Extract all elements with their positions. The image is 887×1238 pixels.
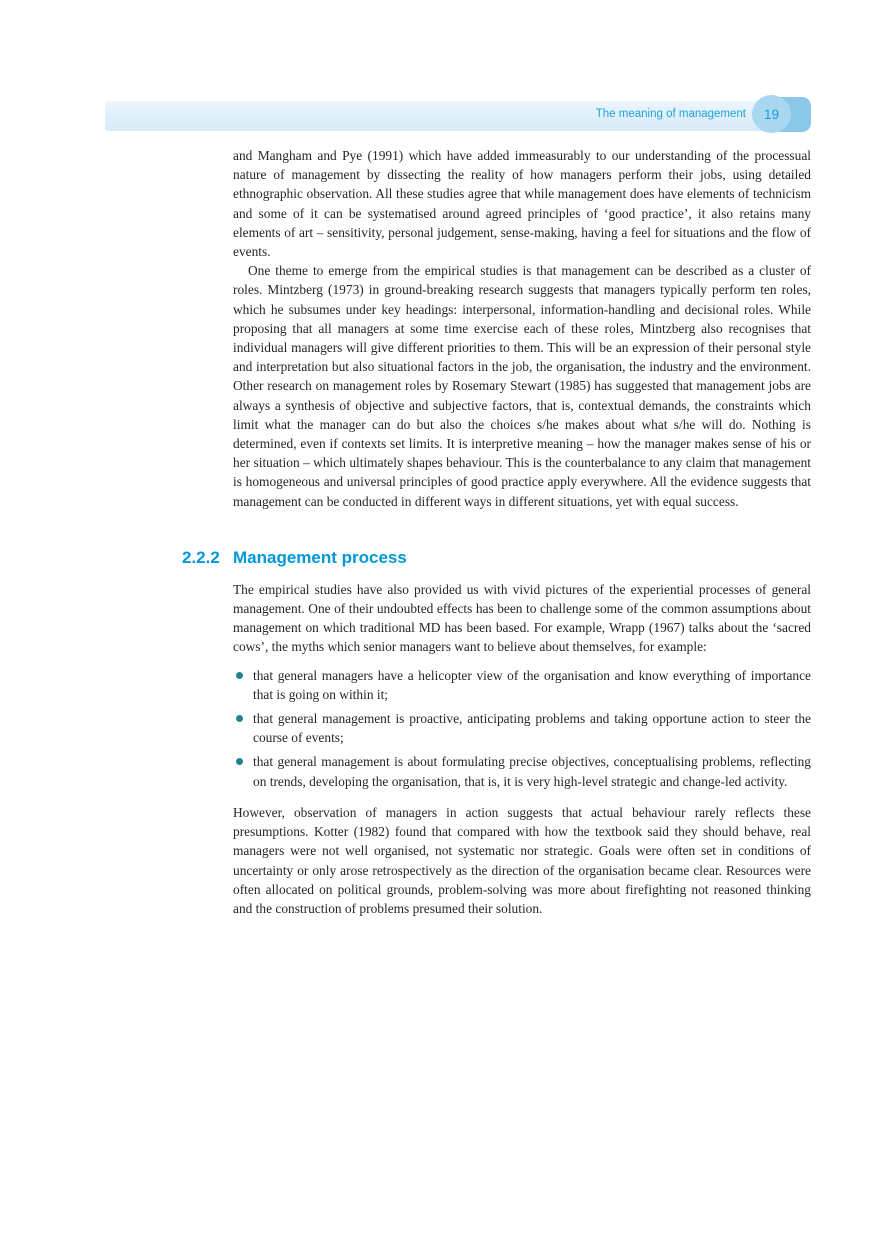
paragraph: One theme to emerge from the empirical studies is that management can be described as a cluster of roles. Mintzberg (1973) in ground-breaking research suggests that managers typically perform ten roles, which he subsumes under key headings: interpersonal, information-handling and decisional roles. While proposing that all managers at some time exercise each of these roles, Mintzberg also recognises that individual managers will give different priorities to them. This will be an expression of their personal style and interpretation but also situational factors in the job, the organisation, the industry and the environment. Other research on management roles by Rosemary Stewart (1985) has suggested that management jobs are always a synthesis of objective and subjective factors, that is, contextual demands, the constraints which limit what the manager can do but also the choices s/he makes about what s/he will do. Nothing is determined, even if contexts set limits. It is interpretive meaning – how the manager makes sense of his or her situation – which ultimately shapes behaviour. This is the counterbalance to any claim that management is homogeneous and universal principles of good practice apply everywhere. All the evidence suggests that management can be conducted in different ways in different situations, yet with equal success. — [233, 263, 811, 509]
bullet-text: that general management is proactive, anticipating problems and taking opportune action to steer the course of events; — [253, 711, 811, 746]
section-number: 2.2.2 — [182, 547, 220, 567]
section-title: Management process — [233, 547, 407, 567]
bullet-icon — [236, 715, 243, 722]
bullet-icon — [236, 758, 243, 765]
running-title: The meaning of management — [595, 108, 746, 120]
paragraph: and Mangham and Pye (1991) which have added immeasurably to our understanding of the processual nature of management by dissecting the reality of how managers perform their jobs, using detailed ethnographic observation. All these studies agree that while management does have elements of technicism and some of it can be systematised around agreed principles of ‘good practice’, it also retains many elements of art – sensitivity, personal judgement, sense-making, having a feel for situations and the flow of events. — [233, 148, 811, 260]
list-item — [233, 709, 811, 747]
section-heading — [182, 547, 811, 568]
paragraph: The empirical studies have also provided us with vivid pictures of the experiential processes of general management. One of their undoubted effects has been to challenge some of the common assumptions about management on which traditional MD has been based. For example, Wrapp (1967) talks about the ‘sacred cows’, the myths which senior managers want to believe about themselves, for example: — [233, 581, 811, 655]
page-number-badge — [752, 95, 791, 133]
bullet-text: that general managers have a helicopter view of the organisation and know everything of importance that is going on within it; — [253, 667, 811, 702]
paragraph: However, observation of managers in action suggests that actual behaviour rarely reflects these presumptions. Kotter (1982) found that compared with how the textbook said they should behave, real managers were not well organised, not systematic nor strategic. Goals were often set in conditions of uncertainty or only arose retrospectively as the direction of the organisation became clear. Resources were often allocated on political grounds, problem-solving was more about firefighting not reasoned thinking and the construction of problems presumed their solution. — [233, 804, 811, 916]
body-column — [182, 146, 811, 918]
bullet-icon — [236, 672, 243, 679]
list-item — [233, 752, 811, 790]
list-item — [233, 666, 811, 704]
bullet-text: that general management is about formulating precise objectives, conceptualising problems, reflecting on trends, developing the organisation, that is, it is very high-level strategic and change-led activity. — [253, 754, 811, 789]
page-number: 19 — [763, 106, 780, 122]
bullet-list — [233, 666, 811, 791]
